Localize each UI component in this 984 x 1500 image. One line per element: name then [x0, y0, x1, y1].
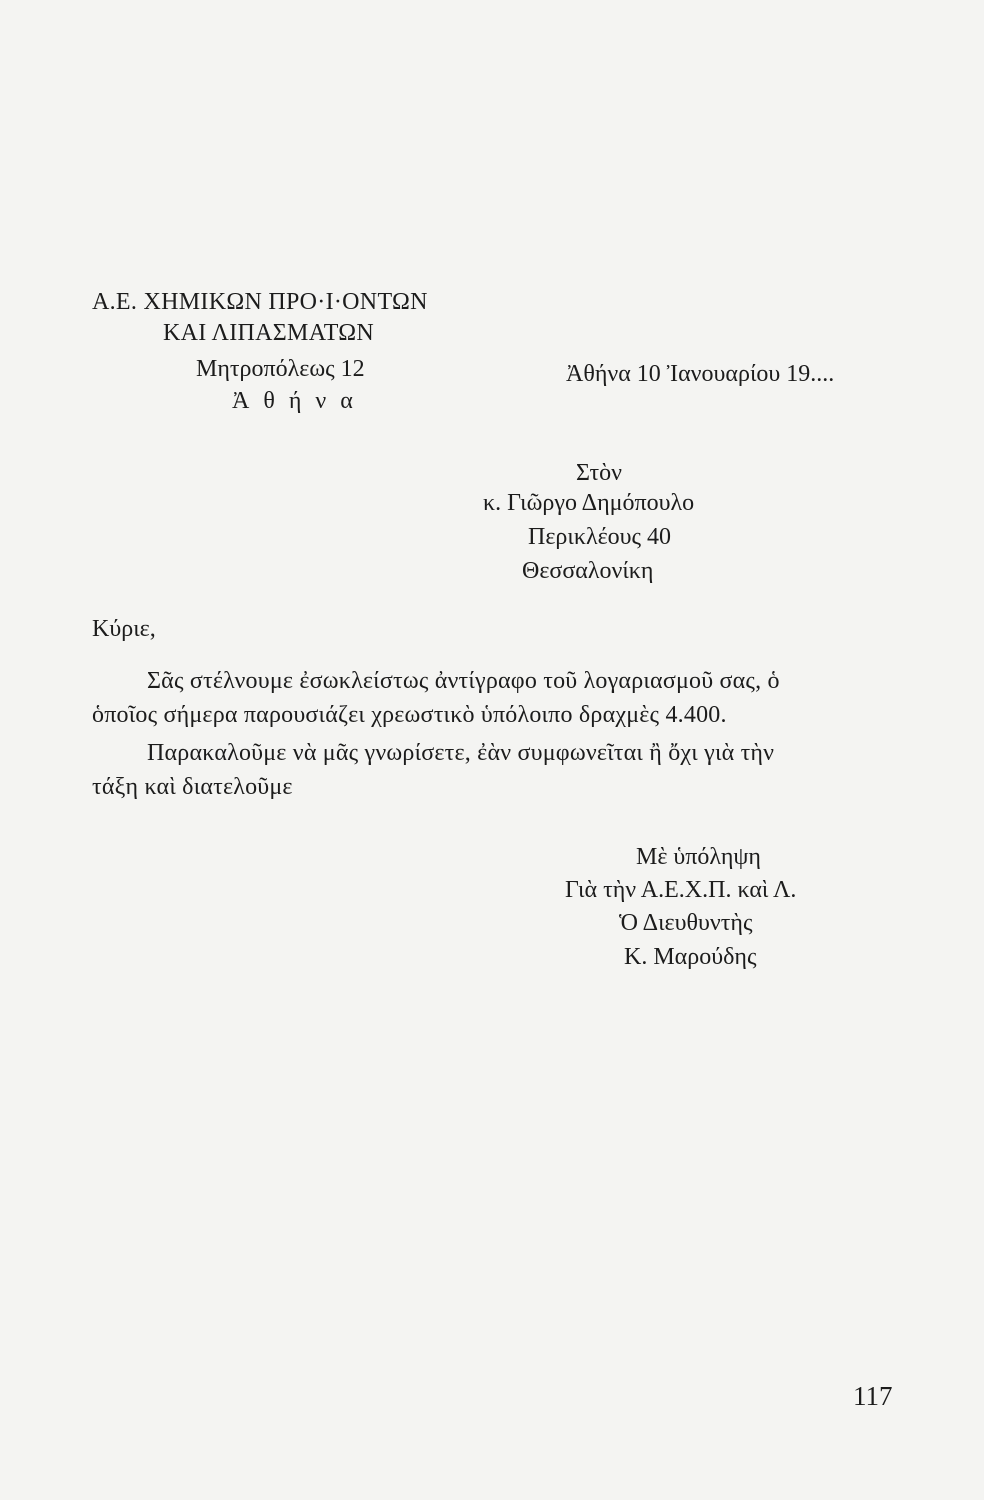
body-paragraph-2-line-2: τάξη καὶ διατελοῦμε: [92, 774, 293, 800]
sender-street: Μητροπόλεως 12: [196, 356, 365, 382]
letter-date: Ἀθήνα 10 Ἰανουαρίου 19....: [566, 361, 835, 387]
page-number: 117: [853, 1381, 893, 1411]
recipient-street: Περικλέους 40: [528, 524, 672, 550]
body-paragraph-1-line-1: Σᾶς στέλνουμε ἐσωκλείστως ἀντίγραφο τοῦ λογαριασμοῦ σας, ὁ: [147, 668, 780, 694]
closing-company: Γιὰ τὴν Α.Ε.Χ.Π. καὶ Λ.: [565, 877, 797, 903]
sender-company-name-cont: ΚΑΙ ΛΙΠΑΣΜΑΤΩΝ: [163, 320, 374, 346]
body-paragraph-1-line-2: ὁποῖος σήμερα παρουσιάζει χρεωστικὸ ὑπόλοιπο δραχμὲς 4.400.: [92, 702, 727, 728]
recipient-name: κ. Γιῶργο Δημόπουλο: [483, 490, 695, 516]
closing-title: Ὁ Διευθυντὴς: [619, 910, 753, 936]
body-paragraph-2-line-1: Παρακαλοῦμε νὰ μᾶς γνωρίσετε, ἐὰν συμφωνεῖται ἢ ὄχι γιὰ τὴν: [147, 740, 775, 766]
sender-company-name: Α.Ε. ΧΗΜΙΚΩΝ ΠΡΟ·Ι·ΟΝΤΩΝ: [92, 289, 428, 315]
recipient-city: Θεσσαλονίκη: [522, 558, 654, 584]
salutation: Κύριε,: [92, 616, 156, 642]
recipient-to: Στὸν: [576, 460, 623, 486]
sender-city: Ἀ θ ή ν α: [232, 388, 357, 414]
closing-signatory: Κ. Μαρούδης: [624, 944, 757, 970]
closing-regards: Μὲ ὑπόληψη: [636, 844, 761, 870]
